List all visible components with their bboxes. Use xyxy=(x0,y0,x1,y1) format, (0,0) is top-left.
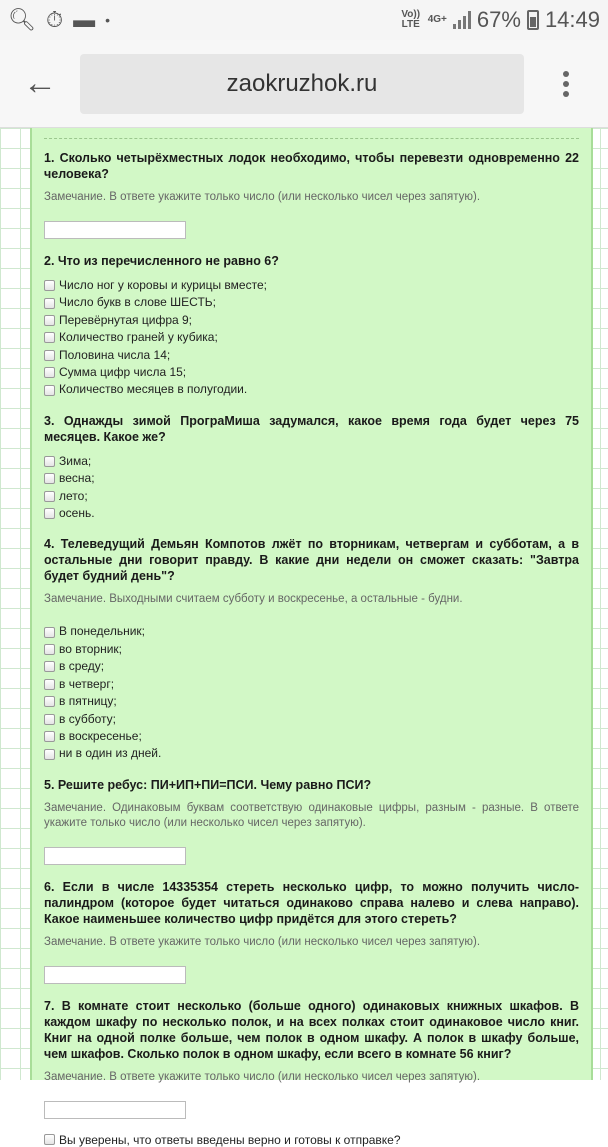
timer-icon: ⏱︎ xyxy=(45,7,64,32)
checkbox[interactable] xyxy=(44,298,55,309)
question-text: 4. Телеведущий Демьян Компотов лжёт по вторникам, четвергам и субботам, а в остальные дни говорит правду. В какие дни недели он сможет сказать: "Завтра будет будний день"? xyxy=(44,537,579,584)
checkbox[interactable] xyxy=(44,385,55,396)
option[interactable] xyxy=(44,470,579,487)
answer-input-6[interactable] xyxy=(44,966,186,984)
option-label: В понедельник; xyxy=(59,624,145,639)
question-note: Замечание. Одинаковым буквам соответствую одинаковые цифры, разным - разные. В ответе укажите только число (или несколько чисел через запятую). xyxy=(44,801,579,829)
confirm-option[interactable] xyxy=(44,1133,579,1147)
option[interactable] xyxy=(44,641,579,658)
clock: 14:49 xyxy=(544,7,600,32)
option[interactable] xyxy=(44,277,579,294)
question-text: 7. В комнате стоит несколько (больше одного) одинаковых книжных шкафов. В каждом шкафу по несколько полок, и на всех полках стоит одинаковое число книг. Книг на одной полке больше, чем полок в одном шкафу. А полок в шкафу больше, чем шкафов. Сколько полок в одном шкафу, если всего в комнате 56 книг? xyxy=(44,998,579,1061)
option-label: осень. xyxy=(59,506,95,521)
question-text: 2. Что из перечисленного не равно 6? xyxy=(44,254,279,268)
confirm-checkbox[interactable] xyxy=(44,1134,55,1145)
option[interactable] xyxy=(44,676,579,693)
option[interactable] xyxy=(44,329,579,346)
checkbox[interactable] xyxy=(44,508,55,519)
url-bar[interactable] xyxy=(80,54,524,114)
answer-input-7[interactable] xyxy=(44,1101,186,1119)
option-label: ни в один из дней. xyxy=(59,746,162,761)
confirm-label: Вы уверены, что ответы введены верно и готовы к отправке? xyxy=(59,1132,401,1147)
question-text: 5. Решите ребус: ПИ+ИП+ПИ=ПСИ. Чему равно ПСИ? xyxy=(44,777,372,792)
checkbox[interactable] xyxy=(44,661,55,672)
option[interactable] xyxy=(44,711,579,728)
checkbox[interactable] xyxy=(44,280,55,291)
checkbox[interactable] xyxy=(44,315,55,326)
option-label: Количество граней у кубика; xyxy=(59,330,218,345)
option[interactable] xyxy=(44,364,579,381)
option[interactable] xyxy=(44,312,579,329)
browser-toolbar xyxy=(0,40,608,128)
question-text: 1. Сколько четырёхместных лодок необходимо, чтобы перевезти одновременно 22 человека? xyxy=(44,151,579,181)
question-5 xyxy=(44,777,579,865)
page-background xyxy=(0,128,608,1147)
question-1 xyxy=(44,150,579,239)
signal-icon xyxy=(453,11,471,29)
option[interactable] xyxy=(44,505,579,522)
checkbox[interactable] xyxy=(44,367,55,378)
option[interactable] xyxy=(44,453,579,470)
back-arrow-icon[interactable]: ← xyxy=(23,64,57,102)
question-7 xyxy=(44,998,579,1119)
quiz-form xyxy=(30,128,593,1147)
checkbox[interactable] xyxy=(44,350,55,361)
checkbox[interactable] xyxy=(44,731,55,742)
option[interactable] xyxy=(44,488,579,505)
folder-icon: ▬ xyxy=(73,7,96,32)
option[interactable] xyxy=(44,745,579,762)
checkbox[interactable] xyxy=(44,749,55,760)
checkbox[interactable] xyxy=(44,644,55,655)
option-label: Перевёрнутая цифра 9; xyxy=(59,312,193,327)
question-note: Замечание. В ответе укажите только число (или несколько чисел через запятую). xyxy=(44,191,481,203)
question-6 xyxy=(44,879,579,984)
checkbox[interactable] xyxy=(44,491,55,502)
checkbox[interactable] xyxy=(44,473,55,484)
answer-input-5[interactable] xyxy=(44,847,186,865)
option[interactable] xyxy=(44,381,579,398)
checkbox[interactable] xyxy=(44,456,55,467)
option-label: Число букв в слове ШЕСТЬ; xyxy=(59,295,216,310)
divider xyxy=(44,138,579,142)
checkbox[interactable] xyxy=(44,679,55,690)
url-text: zaokruzhok.ru xyxy=(226,69,378,97)
option-label: в субботу; xyxy=(59,711,116,726)
more-menu-icon[interactable] xyxy=(524,71,608,97)
question-note: Замечание. В ответе укажите только число (или несколько чисел через запятую). xyxy=(44,1070,481,1083)
volte-indicator: Vo)) LTE xyxy=(401,9,421,30)
question-text: 3. Однажды зимой ПрограМиша задумался, какое время года будет через 75 месяцев. Какое же? xyxy=(44,413,579,444)
network-indicator: 4G+ xyxy=(427,14,447,25)
answer-input-1[interactable] xyxy=(44,221,186,239)
option[interactable] xyxy=(44,294,579,311)
question-note: Замечание. В ответе укажите только число (или несколько чисел через запятую). xyxy=(44,935,481,948)
question-text: 6. Если в числе 14335354 стереть несколько цифр, то можно получить число-палиндром (которое будет читаться одинаково справа налево и слева направо). Какое наименьшее количество цифр придётся для этого стереть? xyxy=(44,879,579,926)
question-note: Замечание. Выходными считаем субботу и воскресенье, а остальные - будни. xyxy=(44,593,463,606)
question-2 xyxy=(44,253,579,399)
checkbox[interactable] xyxy=(44,696,55,707)
option-label: в среду; xyxy=(59,659,105,674)
checkbox[interactable] xyxy=(44,332,55,343)
option[interactable] xyxy=(44,728,579,745)
option-label: весна; xyxy=(59,471,95,486)
option-label: Половина числа 14; xyxy=(59,347,171,362)
option-label: Число ног у коровы и курицы вместе; xyxy=(59,278,267,292)
option-label: Сумма цифр числа 15; xyxy=(59,365,187,380)
option-label: в пятницу; xyxy=(59,694,117,709)
option[interactable] xyxy=(44,623,579,640)
option-label: в четверг; xyxy=(59,676,115,691)
checkbox[interactable] xyxy=(44,627,55,638)
status-bar xyxy=(0,0,608,40)
option-label: Зима; xyxy=(59,453,92,468)
option[interactable] xyxy=(44,693,579,710)
option[interactable] xyxy=(44,658,579,675)
battery-percent: 67% xyxy=(476,7,521,32)
search-icon: 🔍︎ xyxy=(8,7,36,32)
battery-icon xyxy=(527,10,539,30)
question-4 xyxy=(44,536,579,762)
option[interactable] xyxy=(44,347,579,364)
checkbox[interactable] xyxy=(44,714,55,725)
dot-icon: • xyxy=(105,12,111,28)
option-label: Количество месяцев в полугодии. xyxy=(59,382,248,397)
option-label: лето; xyxy=(59,488,88,503)
option-label: во вторник; xyxy=(59,641,122,656)
option-label: в воскресенье; xyxy=(59,728,142,743)
question-3 xyxy=(44,413,579,523)
